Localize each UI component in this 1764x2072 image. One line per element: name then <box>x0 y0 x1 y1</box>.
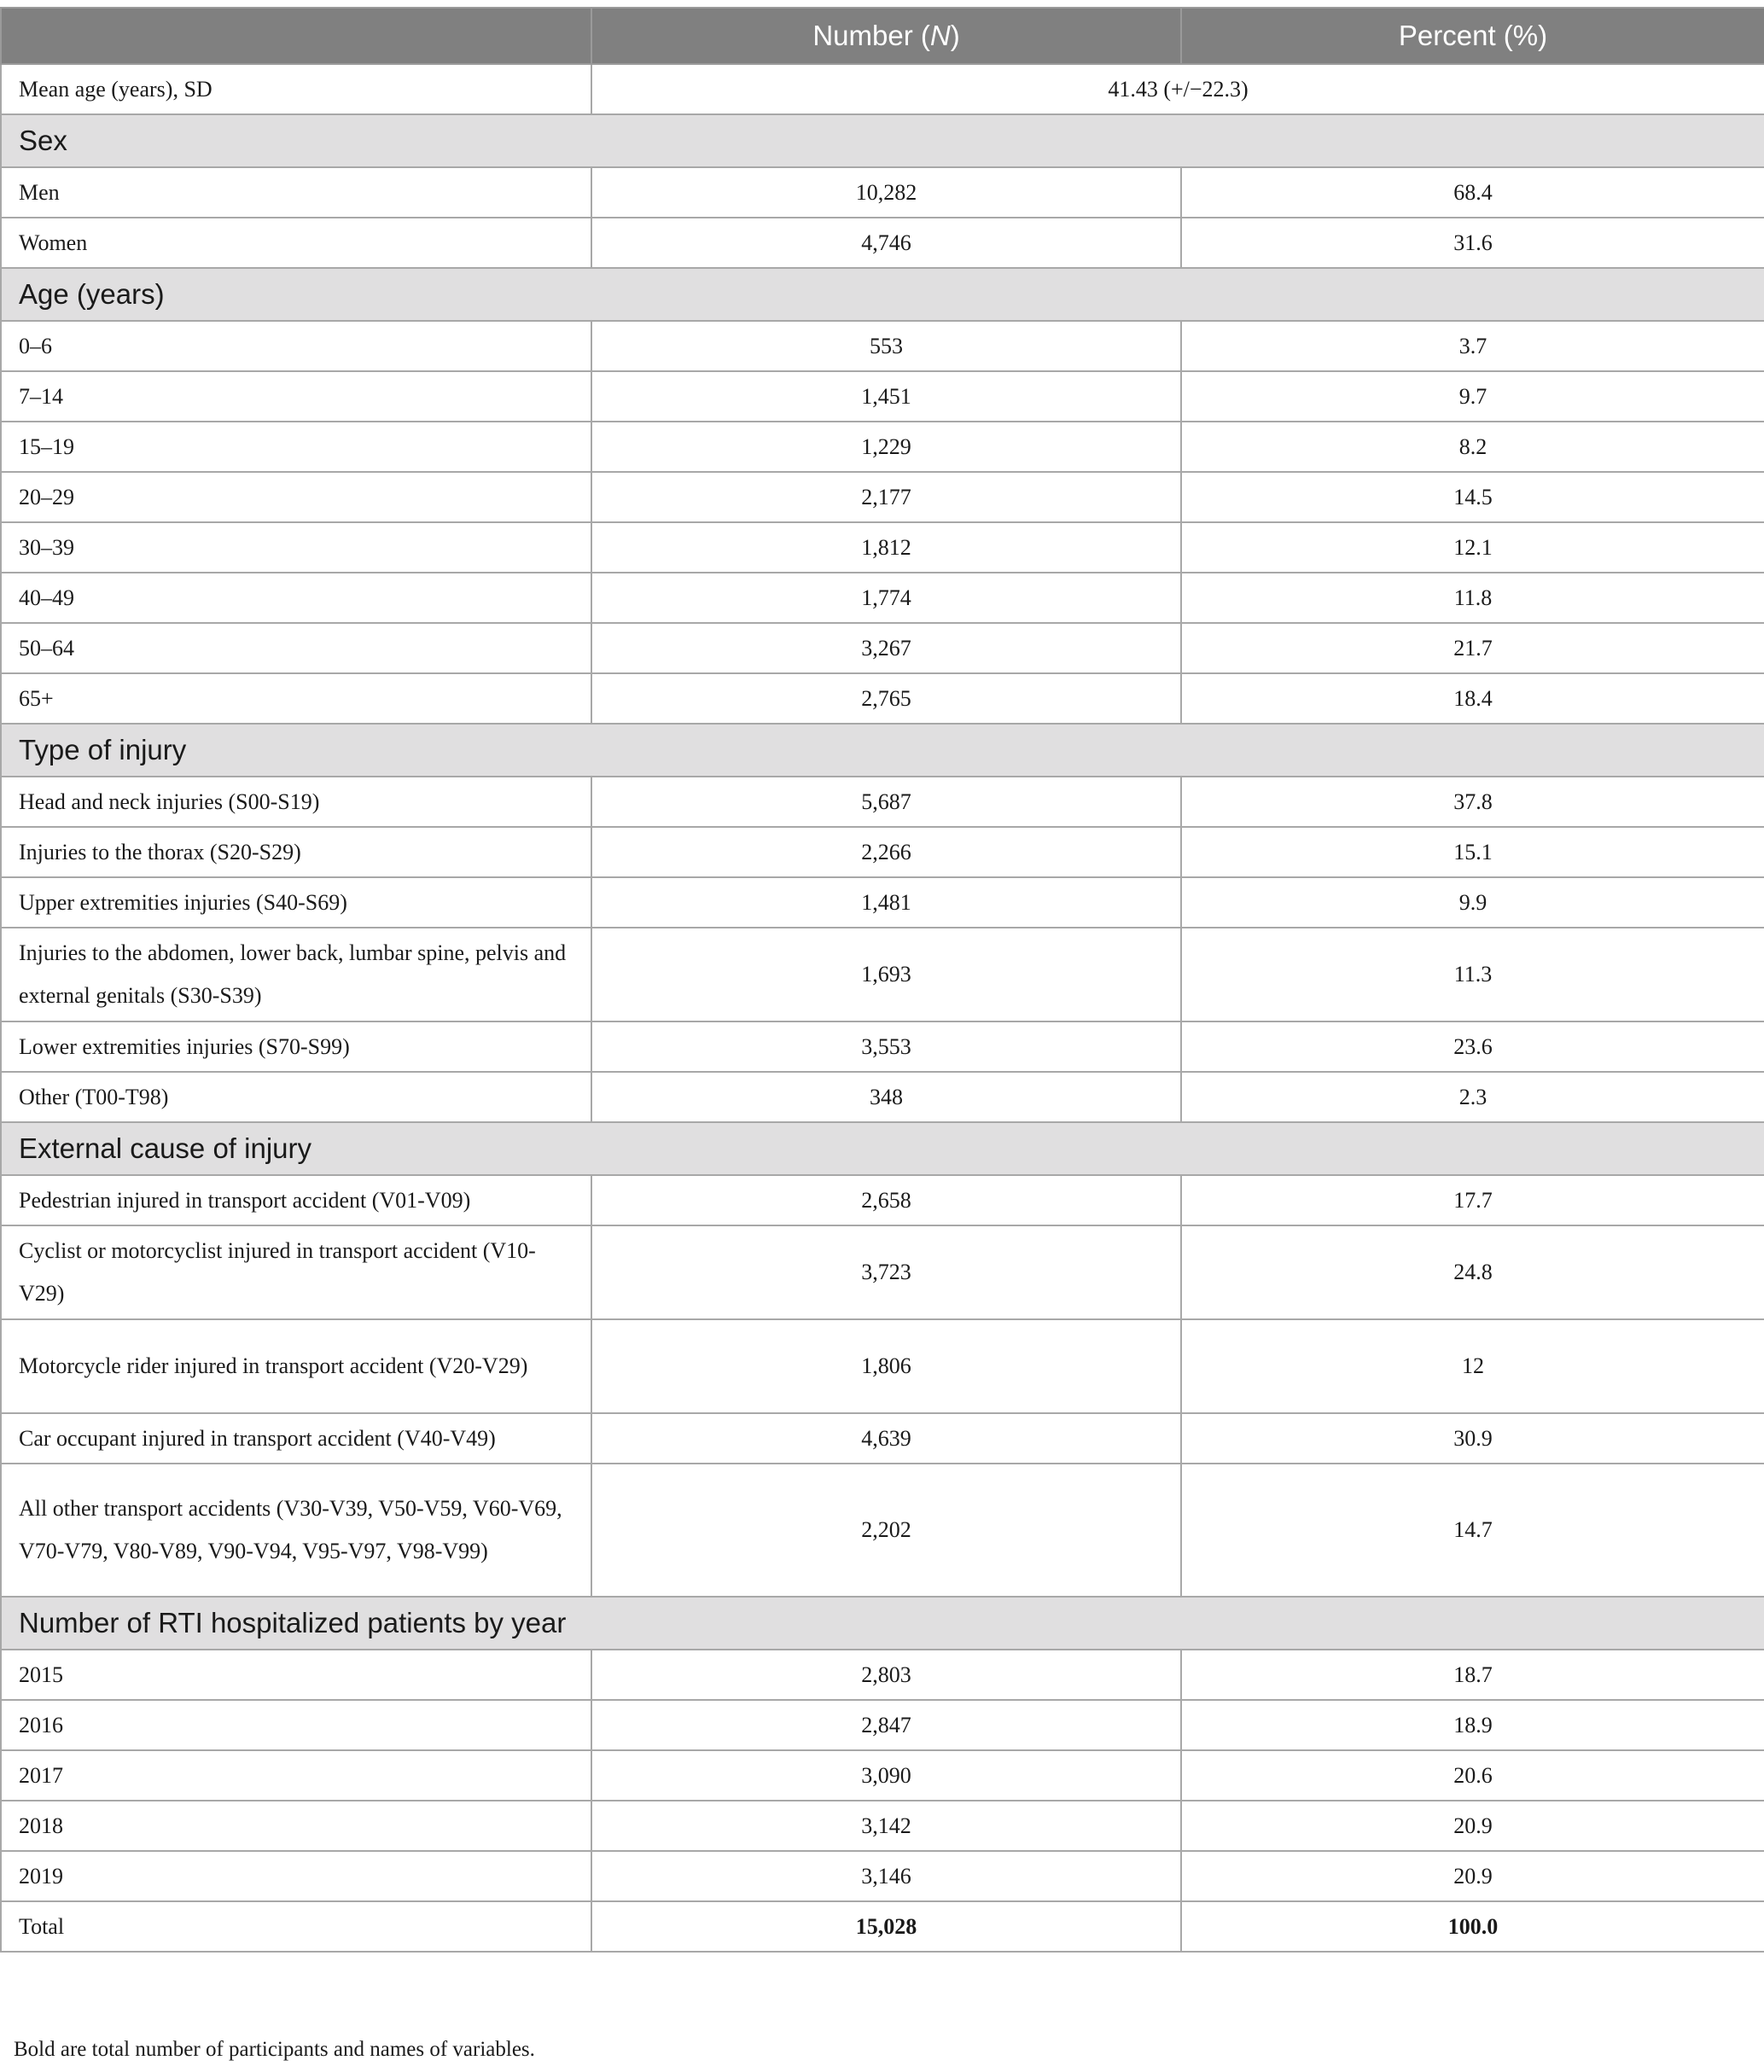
row-label: Motorcycle rider injured in transport accident (V20-V29) <box>1 1319 591 1413</box>
section-title: Sex <box>1 114 1764 167</box>
row-percent: 17.7 <box>1181 1175 1764 1225</box>
row-number: 553 <box>591 321 1181 371</box>
table-row <box>1 321 1764 371</box>
row-number: 1,806 <box>591 1319 1181 1413</box>
header-label-column <box>1 8 591 64</box>
section-title: Age (years) <box>1 268 1764 321</box>
total-number: 15,028 <box>591 1901 1181 1952</box>
row-percent: 18.9 <box>1181 1700 1764 1750</box>
row-label: Head and neck injuries (S00-S19) <box>1 777 591 827</box>
row-percent: 20.9 <box>1181 1851 1764 1901</box>
row-percent: 3.7 <box>1181 321 1764 371</box>
row-percent: 21.7 <box>1181 623 1764 673</box>
row-label: Men <box>1 167 591 218</box>
table-row <box>1 1319 1764 1413</box>
row-label: Lower extremities injuries (S70-S99) <box>1 1021 591 1072</box>
table-row <box>1 928 1764 1021</box>
table-row <box>1 1801 1764 1851</box>
row-number: 3,146 <box>591 1851 1181 1901</box>
row-number: 3,267 <box>591 623 1181 673</box>
table-header <box>1 8 1764 64</box>
row-number: 5,687 <box>591 777 1181 827</box>
row-label: 40–49 <box>1 573 591 623</box>
row-number: 2,658 <box>591 1175 1181 1225</box>
row-percent: 12 <box>1181 1319 1764 1413</box>
table-body <box>1 64 1764 1952</box>
section-title: Type of injury <box>1 724 1764 777</box>
table-row <box>1 1750 1764 1801</box>
section-header-row <box>1 724 1764 777</box>
section-title: External cause of injury <box>1 1122 1764 1175</box>
row-number: 10,282 <box>591 167 1181 218</box>
row-percent: 11.3 <box>1181 928 1764 1021</box>
row-number: 3,723 <box>591 1225 1181 1319</box>
table-row <box>1 1650 1764 1700</box>
table-row <box>1 1464 1764 1597</box>
section-header-row <box>1 1597 1764 1650</box>
table-row <box>1 371 1764 422</box>
mean-age-row <box>1 64 1764 114</box>
row-label: Other (T00-T98) <box>1 1072 591 1122</box>
row-label: 2016 <box>1 1700 591 1750</box>
row-percent: 9.9 <box>1181 877 1764 928</box>
header-percent-column: Percent (%) <box>1181 8 1764 64</box>
row-percent: 23.6 <box>1181 1021 1764 1072</box>
table-row <box>1 522 1764 573</box>
row-label: Injuries to the abdomen, lower back, lumbar spine, pelvis and external genitals (S30-S39) <box>1 928 591 1021</box>
header-row <box>1 8 1764 64</box>
row-percent: 14.5 <box>1181 472 1764 522</box>
table-row <box>1 1851 1764 1901</box>
row-percent: 11.8 <box>1181 573 1764 623</box>
row-number: 348 <box>591 1072 1181 1122</box>
mean-age-value: 41.43 (+/−22.3) <box>591 64 1764 114</box>
row-number: 2,847 <box>591 1700 1181 1750</box>
row-number: 2,202 <box>591 1464 1181 1597</box>
row-number: 4,746 <box>591 218 1181 268</box>
table-row <box>1 573 1764 623</box>
row-label: Upper extremities injuries (S40-S69) <box>1 877 591 928</box>
row-number: 1,451 <box>591 371 1181 422</box>
row-percent: 18.7 <box>1181 1650 1764 1700</box>
row-label: Women <box>1 218 591 268</box>
header-number-prefix: Number ( <box>812 20 930 51</box>
header-number-suffix: ) <box>950 20 960 51</box>
row-number: 2,177 <box>591 472 1181 522</box>
table-footnote: Bold are total number of participants and names of variables. <box>14 2038 535 2061</box>
row-number: 1,229 <box>591 422 1181 472</box>
row-label: 50–64 <box>1 623 591 673</box>
table-row <box>1 422 1764 472</box>
row-label: 2015 <box>1 1650 591 1700</box>
row-number: 2,765 <box>591 673 1181 724</box>
table-row <box>1 1225 1764 1319</box>
row-label: 20–29 <box>1 472 591 522</box>
row-number: 1,774 <box>591 573 1181 623</box>
table-row <box>1 777 1764 827</box>
row-percent: 14.7 <box>1181 1464 1764 1597</box>
total-row <box>1 1901 1764 1952</box>
table-row <box>1 472 1764 522</box>
table-row <box>1 218 1764 268</box>
row-label: 30–39 <box>1 522 591 573</box>
data-table <box>0 7 1764 1953</box>
section-title: Number of RTI hospitalized patients by year <box>1 1597 1764 1650</box>
row-label: Car occupant injured in transport accident (V40-V49) <box>1 1413 591 1464</box>
section-header-row <box>1 114 1764 167</box>
row-label: 2019 <box>1 1851 591 1901</box>
row-number: 2,803 <box>591 1650 1181 1700</box>
table-row <box>1 1021 1764 1072</box>
row-percent: 20.6 <box>1181 1750 1764 1801</box>
table-row <box>1 673 1764 724</box>
table-row <box>1 623 1764 673</box>
row-percent: 24.8 <box>1181 1225 1764 1319</box>
section-header-row <box>1 1122 1764 1175</box>
table-row <box>1 1175 1764 1225</box>
row-percent: 2.3 <box>1181 1072 1764 1122</box>
mean-age-label: Mean age (years), SD <box>1 64 591 114</box>
row-percent: 30.9 <box>1181 1413 1764 1464</box>
row-percent: 20.9 <box>1181 1801 1764 1851</box>
row-percent: 8.2 <box>1181 422 1764 472</box>
total-label: Total <box>1 1901 591 1952</box>
table-row <box>1 167 1764 218</box>
row-label: 65+ <box>1 673 591 724</box>
header-number-column <box>591 8 1181 64</box>
row-label: Injuries to the thorax (S20-S29) <box>1 827 591 877</box>
table-row <box>1 1072 1764 1122</box>
row-percent: 12.1 <box>1181 522 1764 573</box>
row-label: 2018 <box>1 1801 591 1851</box>
row-number: 3,090 <box>591 1750 1181 1801</box>
row-label: 7–14 <box>1 371 591 422</box>
row-percent: 31.6 <box>1181 218 1764 268</box>
row-number: 4,639 <box>591 1413 1181 1464</box>
row-label: All other transport accidents (V30-V39, V50-V59, V60-V69, V70-V79, V80-V89, V90-V94, V95-V97, V98-V99) <box>1 1464 591 1597</box>
row-number: 1,812 <box>591 522 1181 573</box>
table-row <box>1 1700 1764 1750</box>
section-header-row <box>1 268 1764 321</box>
row-percent: 15.1 <box>1181 827 1764 877</box>
table-row <box>1 877 1764 928</box>
row-label: 0–6 <box>1 321 591 371</box>
row-percent: 18.4 <box>1181 673 1764 724</box>
row-percent: 68.4 <box>1181 167 1764 218</box>
table-row <box>1 1413 1764 1464</box>
row-number: 1,693 <box>591 928 1181 1021</box>
row-label: 15–19 <box>1 422 591 472</box>
row-percent: 9.7 <box>1181 371 1764 422</box>
table-row <box>1 827 1764 877</box>
row-label: Pedestrian injured in transport accident (V01-V09) <box>1 1175 591 1225</box>
row-number: 2,266 <box>591 827 1181 877</box>
row-label: Cyclist or motorcyclist injured in transport accident (V10-V29) <box>1 1225 591 1319</box>
row-number: 3,553 <box>591 1021 1181 1072</box>
header-number-variable: N <box>929 20 951 51</box>
row-number: 3,142 <box>591 1801 1181 1851</box>
row-label: 2017 <box>1 1750 591 1801</box>
row-number: 1,481 <box>591 877 1181 928</box>
total-percent: 100.0 <box>1181 1901 1764 1952</box>
row-percent: 37.8 <box>1181 777 1764 827</box>
